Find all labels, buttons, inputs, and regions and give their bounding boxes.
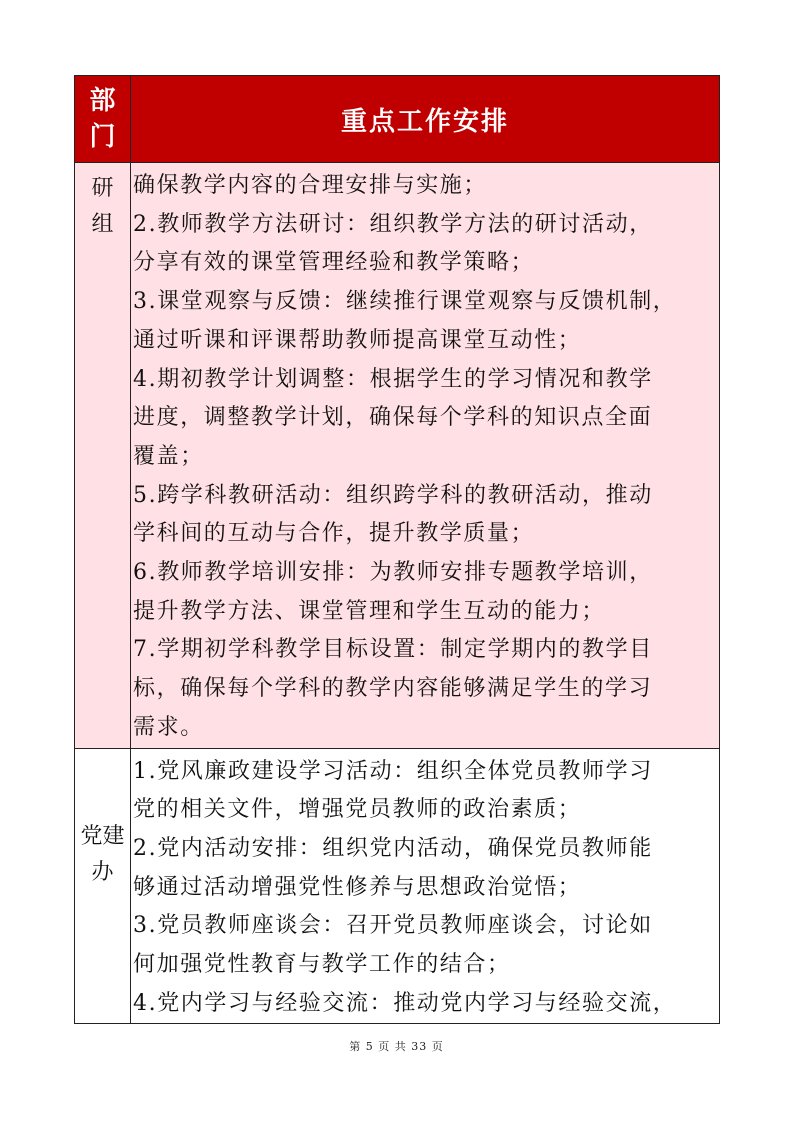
plan-line: 覆盖； [133, 443, 204, 469]
header-dept-cell [75, 76, 131, 163]
work-plan-table [74, 75, 720, 1024]
plan-line: 3.课堂观察与反馈：继续推行课堂观察与反馈机制， [133, 289, 677, 315]
dept-name-line: 研 [91, 176, 114, 201]
plan-line: 够通过活动增强党性修养与思想政治觉悟； [133, 874, 582, 900]
plan-line: 党的相关文件，增强党员教师的政治素质； [133, 797, 582, 823]
plan-line: 7.学期初学科教学目标设置：制定学期内的教学目 [133, 637, 653, 663]
plan-text-research [131, 163, 719, 748]
plan-line: 何加强党性教育与教学工作的结合； [133, 952, 511, 978]
plan-line: 需求。 [133, 714, 204, 740]
page-number: 第 5 页 共 33 页 [349, 1040, 444, 1053]
header-title: 重点工作安排 [340, 106, 509, 137]
dept-name-research [75, 163, 130, 243]
plan-line: 3.党员教师座谈会：召开党员教师座谈会，讨论如 [133, 913, 653, 939]
dept-name-line: 党建 [80, 823, 125, 849]
table-row-party [75, 748, 720, 1024]
dept-cell-party [75, 748, 131, 1024]
table-row-research [75, 163, 720, 749]
plan-line: 2.党内活动安排：组织党内活动，确保党员教师能 [133, 835, 653, 861]
plan-line: 分享有效的课堂管理经验和教学策略； [133, 250, 535, 276]
dept-name-line: 组 [91, 212, 114, 237]
plan-line: 通过听课和评课帮助教师提高课堂互动性； [133, 327, 582, 353]
plan-line: 进度，调整教学计划，确保每个学科的知识点全面 [133, 405, 653, 431]
plan-line: 6.教师教学培训安排：为教师安排专题教学培训， [133, 560, 653, 586]
plan-text-party [131, 749, 719, 1024]
dept-name-line: 办 [91, 859, 114, 885]
plan-cell-party [131, 748, 720, 1024]
dept-cell-research [75, 163, 131, 749]
plan-line: 5.跨学科教研活动：组织跨学科的教研活动，推动 [133, 482, 653, 508]
plan-line: 提升教学方法、课堂管理和学生互动的能力； [133, 598, 606, 624]
plan-line: 2.教师教学方法研讨：组织教学方法的研讨活动， [133, 211, 653, 237]
header-dept-char-2: 门 [89, 122, 116, 152]
dept-name-party [75, 749, 130, 891]
header-dept-char-1: 部 [89, 86, 116, 116]
plan-line: 学科间的互动与合作，提升教学质量； [133, 521, 535, 547]
plan-line: 确保教学内容的合理安排与实施； [133, 173, 488, 198]
plan-line: 4.期初教学计划调整：根据学生的学习情况和教学 [133, 366, 653, 392]
plan-line: 1.党风廉政建设学习活动：组织全体党员教师学习 [133, 758, 653, 784]
plan-line: 4.党内学习与经验交流：推动党内学习与经验交流， [133, 990, 677, 1016]
plan-cell-research [131, 163, 720, 749]
plan-line: 标，确保每个学科的教学内容能够满足学生的学习 [133, 676, 653, 702]
header-title-cell [131, 76, 720, 163]
table-header-row [75, 76, 720, 163]
